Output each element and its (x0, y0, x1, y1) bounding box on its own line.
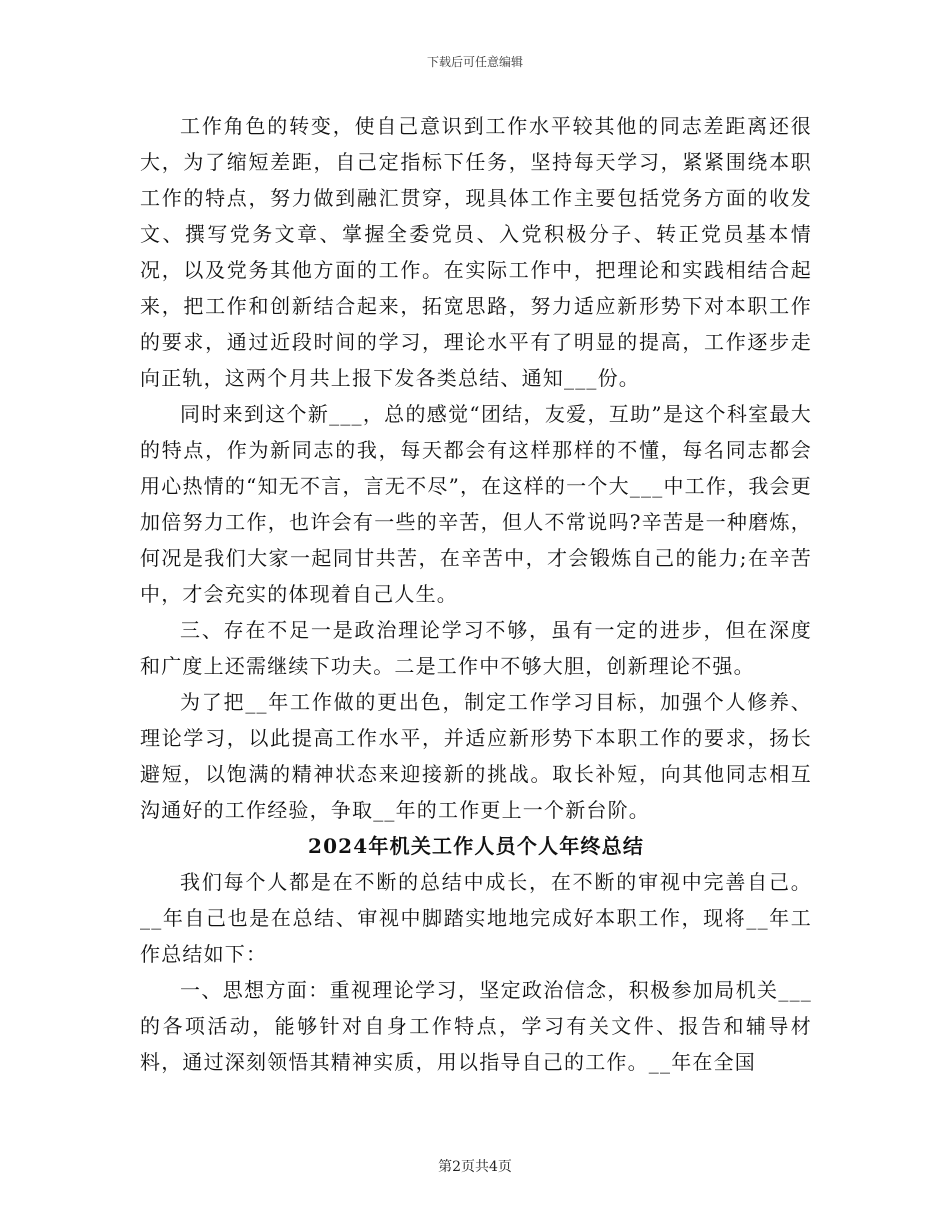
paragraph: 同时来到这个新___，总的感觉“团结，友爱，互助”是这个科室最大的特点，作为新同志的我，每天都会有这样那样的不懂，每名同志都会用心热情的“知无不言，言无不尽”，在这样的一个大___中工作，我会更加倍努力工作，也许会有一些的辛苦，但人不常说吗?辛苦是一种磨炼，何况是我们大家一起同甘共苦，在辛苦中，才会锻炼自己的能力;在辛苦中，才会充实的体现着自己人生。 (140, 402, 812, 606)
paragraph: 我们每个人都是在不断的总结中成长，在不断的审视中完善自己。__年自己也是在总结、审视中脚踏实地地完成好本职工作，现将__年工作总结如下： (140, 870, 812, 966)
page-header-note: 下载后可任意编辑 (426, 55, 523, 69)
section-title: 2024年机关工作人员个人年终总结 (307, 834, 645, 858)
document-body (140, 108, 812, 1080)
page-number: 第2页共4页 (438, 1159, 512, 1175)
paragraph: 工作角色的转变，使自己意识到工作水平较其他的同志差距离还很大，为了缩短差距，自己定指标下任务，坚持每天学习，紧紧围绕本职工作的特点，努力做到融汇贯穿，现具体工作主要包括党务方面的收发文、撰写党务文章、掌握全委党员、入党积极分子、转正党员基本情况，以及党务其他方面的工作。在实际工作中，把理论和实践相结合起来，把工作和创新结合起来，拓宽思路，努力适应新形势下对本职工作的要求，通过近段时间的学习，理论水平有了明显的提高，工作逐步走向正轨，这两个月共上报下发各类总结、通知___份。 (140, 114, 812, 390)
paragraph: 三、存在不足一是政治理论学习不够，虽有一定的进步，但在深度和广度上还需继续下功夫。二是工作中不够大胆，创新理论不强。 (140, 618, 812, 678)
paragraph: 一、思想方面：重视理论学习，坚定政治信念，积极参加局机关___的各项活动，能够针对自身工作特点，学习有关文件、报告和辅导材料，通过深刻领悟其精神实质，用以指导自己的工作。__年在全国 (140, 978, 812, 1074)
paragraph: 为了把__年工作做的更出色，制定工作学习目标，加强个人修养、理论学习，以此提高工作水平，并适应新形势下本职工作的要求，扬长避短，以饱满的精神状态来迎接新的挑战。取长补短，向其他同志相互沟通好的工作经验，争取__年的工作更上一个新台阶。 (140, 690, 812, 822)
